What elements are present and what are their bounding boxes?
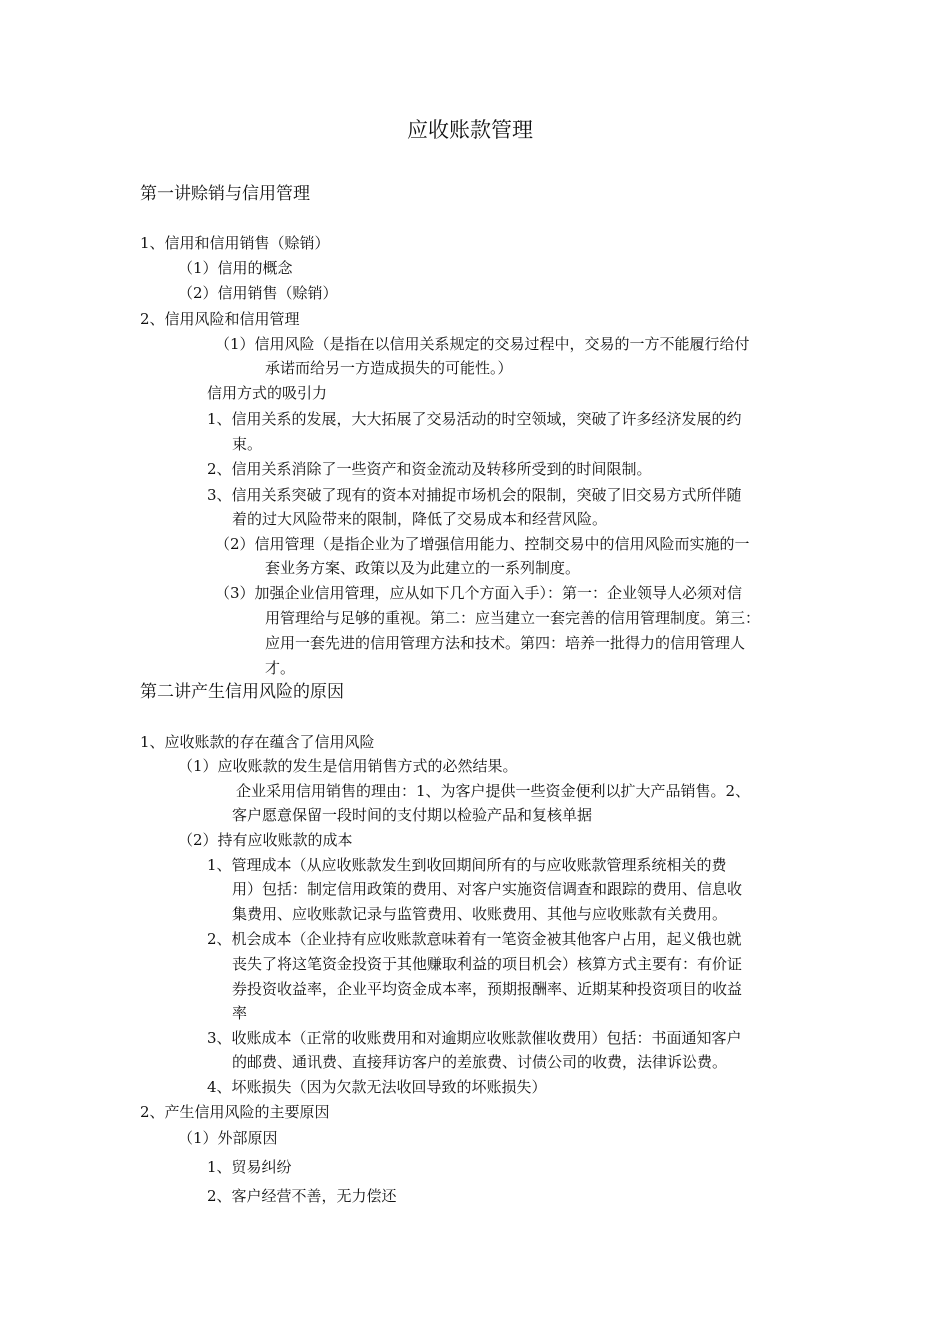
section1-item1-2: （2）信用销售（赊销） [178, 284, 338, 302]
reason-line1: 企业采用信用销售的理由：1、为客户提供一些资金便利以扩大产品销售。2、 [236, 782, 751, 800]
strengthen-line2: 用管理给与足够的重视。第二：应当建立一套完善的信用管理制度。第三： [265, 609, 761, 627]
cost2-line1: 2、机会成本（企业持有应收账款意味着有一笔资金被其他客户占用，起义俄也就 [207, 930, 742, 948]
cost2-line3: 券投资收益率，企业平均资金成本率，预期报酬率、近期某种投资项目的收益 [232, 980, 743, 998]
strengthen-line4: 才。 [265, 659, 296, 677]
section2-item1-1: （1）应收账款的发生是信用销售方式的必然结果。 [178, 757, 518, 775]
document-title: 应收账款管理 [407, 118, 533, 142]
section2-item2: 2、产生信用风险的主要原因 [140, 1103, 330, 1121]
credit-risk-line2: 承诺而给另一方造成损失的可能性。） [265, 359, 513, 377]
cost3-line2: 的邮费、通讯费、直接拜访客户的差旅费、讨债公司的收费，法律诉讼费。 [232, 1053, 728, 1071]
external-reason1: 1、贸易纠纷 [207, 1158, 292, 1176]
section1-item1: 1、信用和信用销售（赊销） [140, 234, 330, 252]
cost1-line2: 用）包括：制定信用政策的费用、对客户实施资信调查和跟踪的费用、信息收 [232, 880, 743, 898]
credit-management-line2: 套业务方案、政策以及为此建立的一系列制度。 [265, 559, 581, 577]
cost1-line3: 集费用、应收账款记录与监管费用、收账费用、其他与应收账款有关费用。 [232, 905, 728, 923]
section2-item1: 1、应收账款的存在蕴含了信用风险 [140, 733, 375, 751]
section1-item1-1: （1）信用的概念 [178, 259, 293, 277]
attraction1-line2: 束。 [232, 435, 263, 453]
cost4: 4、坏账损失（因为欠款无法收回导致的坏账损失） [207, 1078, 547, 1096]
attraction-heading: 信用方式的吸引力 [207, 384, 328, 402]
attraction2: 2、信用关系消除了一些资产和资金流动及转移所受到的时间限制。 [207, 460, 652, 478]
section2-item1-2: （2）持有应收账款的成本 [178, 831, 353, 849]
external-reason2: 2、客户经营不善，无力偿还 [207, 1187, 397, 1205]
credit-management-line1: （2）信用管理（是指企业为了增强信用能力、控制交易中的信用风险而实施的一 [215, 535, 750, 553]
credit-risk-line1: （1）信用风险（是指在以信用关系规定的交易过程中，交易的一方不能履行给付 [215, 335, 750, 353]
section1-heading: 第一讲赊销与信用管理 [140, 184, 310, 204]
attraction3-line2: 着的过大风险带来的限制，降低了交易成本和经营风险。 [232, 510, 608, 528]
attraction3-line1: 3、信用关系突破了现有的资本对捕捉市场机会的限制，突破了旧交易方式所伴随 [207, 486, 742, 504]
section2-heading: 第二讲产生信用风险的原因 [140, 682, 344, 702]
cost1-line1: 1、管理成本（从应收账款发生到收回期间所有的与应收账款管理系统相关的费 [207, 856, 727, 874]
strengthen-line3: 应用一套先进的信用管理方法和技术。第四：培养一批得力的信用管理人 [265, 634, 746, 652]
attraction1-line1: 1、信用关系的发展，大大拓展了交易活动的时空领域，突破了许多经济发展的约 [207, 410, 742, 428]
section2-item2-1: （1）外部原因 [178, 1129, 278, 1147]
cost2-line4: 率 [232, 1004, 248, 1022]
strengthen-line1: （3）加强企业信用管理，应从如下几个方面入手）：第一：企业领导人必须对信 [215, 584, 743, 602]
cost3-line1: 3、收账成本（正常的收账费用和对逾期应收账款催收费用）包括：书面通知客户 [207, 1029, 742, 1047]
section1-item2: 2、信用风险和信用管理 [140, 310, 300, 328]
cost2-line2: 丧失了将这笔资金投资于其他赚取利益的项目机会）核算方式主要有：有价证 [232, 955, 743, 973]
reason-line2: 客户愿意保留一段时间的支付期以检验产品和复核单据 [232, 806, 593, 824]
